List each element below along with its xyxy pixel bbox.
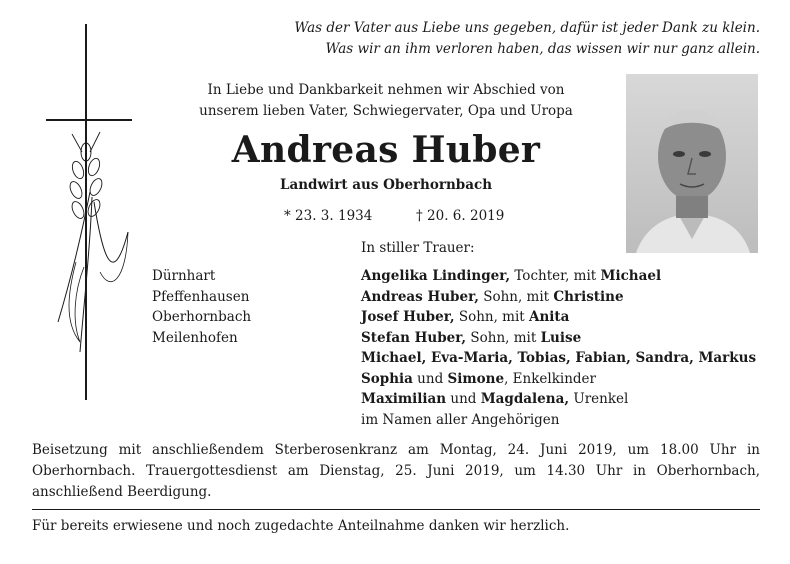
- mourner-line: Josef Huber, Sohn, mit Anita: [361, 309, 570, 325]
- mourner-list: [361, 266, 756, 430]
- place-item: Oberhornbach: [152, 309, 252, 325]
- death-date: † 20. 6. 2019: [416, 208, 505, 224]
- cross-with-wheat-icon: [40, 22, 140, 402]
- mourner-line: im Namen aller Angehörigen: [361, 411, 560, 428]
- deceased-occupation: Landwirt aus Oberhornbach: [279, 177, 493, 193]
- mourner-line: Michael, Eva-Maria, Tobias, Fabian, Sandra, Markus: [361, 350, 757, 366]
- thanks-text: Für bereits erwiesene und noch zugedachte Anteilnahme danken wir herzlich.: [32, 518, 570, 534]
- mourner-places: [152, 266, 251, 348]
- intro-text: [180, 80, 592, 122]
- mourner-line: Maximilian und Magdalena, Urenkel: [361, 391, 629, 407]
- mourners-heading: In stiller Trauer:: [361, 240, 475, 256]
- place-item: Pfeffenhausen: [152, 288, 250, 305]
- burial-info: Beisetzung mit anschließendem Sterberosenkranz am Montag, 24. Juni 2019, um 18.00 Uhr in Oberhornbach. Trauergottesdienst am Dienstag, 25. Juni 2019, um 14.30 Uhr in Oberhornbach, anschließend Beerdigung.: [32, 442, 760, 500]
- intro-line-2: unserem lieben Vater, Schwiegervater, Opa und Uropa: [199, 103, 573, 119]
- divider: [32, 509, 760, 510]
- mourner-line: Andreas Huber, Sohn, mit Christine: [361, 288, 624, 305]
- deceased-name: Andreas Huber: [231, 129, 541, 171]
- quote-line-2: Was wir an ihm verloren haben, das wissen wir nur ganz allein.: [325, 41, 760, 57]
- quote-line-1: Was der Vater aus Liebe uns gegeben, dafür ist jeder Dank zu klein.: [294, 20, 760, 36]
- intro-line-1: In Liebe und Dankbarkeit nehmen wir Abschied von: [207, 82, 565, 98]
- mourner-line: Stefan Huber, Sohn, mit Luise: [361, 329, 582, 346]
- place-item: Dürnhart: [152, 268, 216, 284]
- birth-date: * 23. 3. 1934: [284, 208, 373, 224]
- place-item: Meilenhofen: [152, 329, 238, 346]
- portrait-photo: [626, 74, 758, 253]
- mourner-line: Angelika Lindinger, Tochter, mit Michael: [361, 268, 662, 284]
- mourner-line: Sophia und Simone, Enkelkinder: [361, 370, 596, 387]
- quote: [248, 18, 760, 60]
